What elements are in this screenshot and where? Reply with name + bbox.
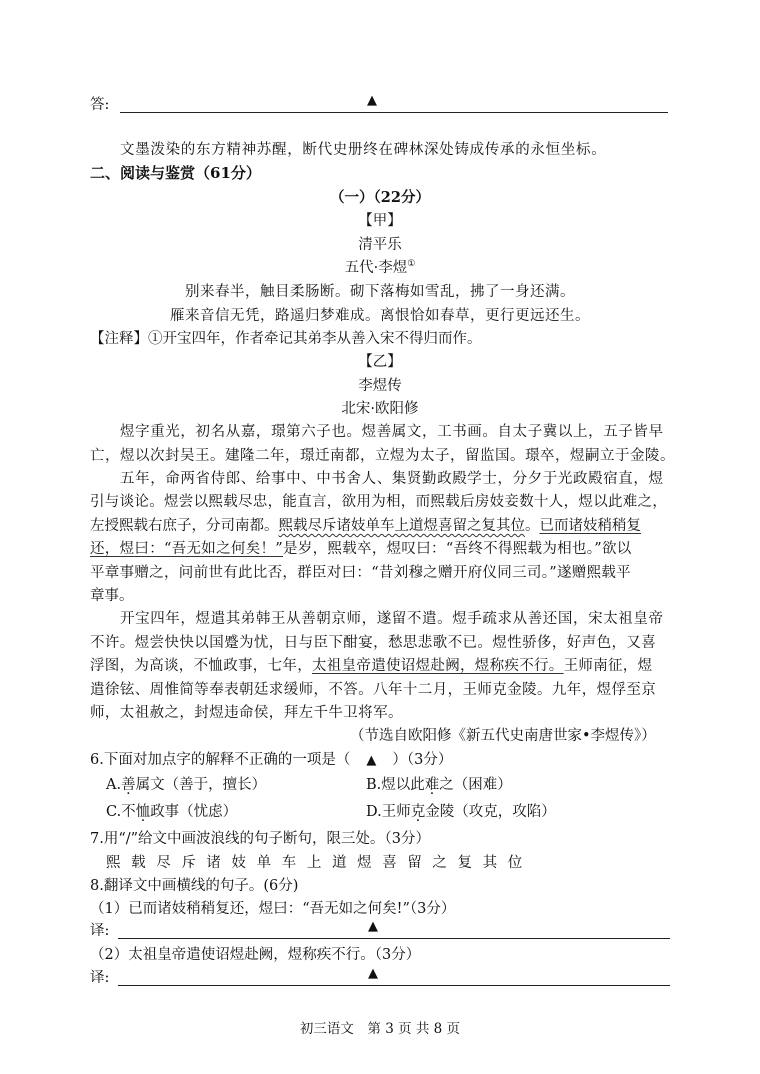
poem-note: 【注释】①开宝四年，作者牵记其弟李从善入宋不得归而作。: [90, 331, 482, 347]
dotted-char: 善: [121, 777, 136, 793]
prose-p1-l2: 亡，煜以次封吴王。建隆二年，璟迁南都，立煜为太子，留监国。璟卒，煜嗣立于金陵。: [90, 448, 675, 464]
prose-text: 是岁，熙载卒，煜叹曰：“吾终不得熙载为相也。”欲以: [283, 541, 632, 557]
answer-triangle-icon[interactable]: ▲: [366, 753, 377, 768]
option-text: B.煜以此: [366, 777, 425, 793]
option-text: 政事（忧虑）: [150, 804, 238, 820]
part-title: （一）（22分）: [330, 189, 430, 206]
answer-blank-top[interactable]: [90, 93, 668, 113]
prose-p3-l5: 师，太祖赦之，封煜违命侯，拜左千牛卫将军。: [90, 705, 403, 721]
option-text: D.王师: [366, 804, 411, 820]
poem-author: [0, 256, 760, 277]
dotted-char: 克: [410, 804, 426, 820]
prose-p1-l1: 煜字重光，初名从嘉，璟第六子也。煜善属文，工书画。自太子冀以上，五子皆早: [120, 424, 664, 440]
option-text: C.不: [106, 804, 136, 820]
footnote-marker: ①: [407, 259, 416, 270]
prose-text: 。: [525, 518, 540, 534]
page-footer: 初三语文 第 3 页 共 8 页: [299, 1021, 461, 1037]
wavy-sentence: 熙载尽斥诸妓单车上道煜喜留之复其位: [278, 518, 525, 534]
triangle-icon: ▲: [368, 966, 378, 981]
poem-line-1: 别来春半，触目柔肠断。砌下落梅如雪乱，拂了一身还满。: [185, 284, 575, 300]
q8-sentence-1: （1）已而诸妓稍稍复还，煜曰：“吾无如之何矣!”（3分）: [90, 901, 456, 917]
prose-p3-l1: 开宝四年，煜遣其弟韩王从善朝京师，遂留不遣。煜手疏求从善还国，宋太祖皇帝: [120, 611, 664, 627]
triangle-icon: ▲: [368, 919, 378, 934]
prose-source: （节选自欧阳修《新五代史南唐世家•李煜传》）: [350, 728, 656, 744]
underlined-sentence-2: 太祖皇帝遣使诏煜赴阙，煜称疾不行。: [312, 658, 564, 674]
prose-p3-l2: 不许。煜尝快快以国蹙为忧，日与臣下酣宴，愁思悲歌不已。煜性骄侈，好声色，又喜: [90, 635, 657, 651]
q8-sentence-2: （2）太祖皇帝遣使诏煜赴阙，煜称疾不行。（3分）: [90, 947, 421, 963]
q6-option-b[interactable]: [366, 773, 512, 794]
translation-blank-1[interactable]: [90, 919, 670, 939]
prose-p2-l5: 平章事赠之，问前世有此比否，群臣对曰：“昔刘穆之赠开府仪同三司。”遂赠熙载平: [90, 565, 631, 581]
answer-rule: [120, 112, 668, 113]
q8-stem: 8.翻译文中画横线的句子。(6分): [90, 878, 299, 894]
option-text: 金陵（攻克，攻陷）: [425, 804, 556, 820]
prose-author: 北宋·欧阳修: [341, 401, 419, 417]
prose-text: 浮图，为高谈，不恤政事，七年，: [90, 658, 312, 674]
triangle-icon: ▲: [367, 93, 377, 108]
poem-tag: 【甲】: [358, 213, 402, 229]
dotted-char: 难: [424, 777, 440, 793]
poem-title: 清平乐: [358, 237, 402, 253]
prose-p2-l4: [90, 537, 632, 558]
poem-author-name: 五代·李煜: [344, 260, 408, 276]
prose-text: 王师南征，煜: [563, 658, 653, 674]
q6-option-a[interactable]: [106, 773, 266, 794]
prose-tag: 【乙】: [358, 354, 402, 370]
translation-blank-2[interactable]: [90, 966, 670, 986]
prose-text: 左授熙载右庶子，分司南都。: [90, 518, 279, 534]
q6-stem: [90, 748, 452, 769]
translation-rule: [118, 985, 670, 986]
translation-rule: [118, 938, 670, 939]
prose-p2-l6: 章事。: [90, 588, 134, 604]
prose-title: 李煜传: [358, 378, 402, 394]
underlined-sentence-1: 已而诸妓稍稍复: [539, 518, 641, 534]
prose-p2-l3: [90, 514, 641, 535]
q6-option-c[interactable]: [106, 800, 237, 821]
prose-p2-l2: 引与谈论。煜尝以熙载尽忠，能直言，欲用为相，而熙载后房妓妾数十人，煜以此难之，: [90, 494, 668, 510]
prose-p2-l1: 五年，命两省侍郎、给事中、中书舍人、集贤勤政殿学士，分夕于光政殿宿直，煜: [120, 471, 664, 487]
prose-p3-l3: [90, 654, 652, 675]
underlined-sentence-1-end: 还，煜曰：“吾无如之何矣！”: [90, 541, 284, 557]
section-title: 二、阅读与鉴赏（61分）: [90, 164, 261, 182]
prose-p3-l4: 遣徐铉、周惟简等奉表朝廷求缓师，不答。八年十二月，王师克金陵。九年，煜俘至京: [90, 682, 657, 698]
translation-label: 译:: [90, 923, 110, 939]
q7-chars[interactable]: 熙 载 尽 斥 诸 妓 单 车 上 道 煜 喜 留 之 复 其 位: [106, 855, 526, 871]
poem-line-2: 雁来音信无凭，路遥归梦难成。离恨恰如春草，更行更远还生。: [170, 308, 590, 324]
translation-label: 译:: [90, 970, 110, 986]
q6-stem-text: 6.下面对加点字的解释不正确的一项是（: [90, 752, 351, 768]
q6-option-d[interactable]: [366, 800, 556, 821]
answer-label: 答:: [90, 97, 110, 113]
option-text: A.: [106, 777, 122, 793]
dotted-char: 恤: [135, 804, 151, 820]
intro-tail: 文墨泼染的东方精神苏醒，断代史册终在碑林深处铸成传承的永恒坐标。: [120, 142, 607, 158]
q7-stem: 7.用“/”给文中画波浪线的句子断句，限三处。（3分）: [90, 831, 431, 847]
option-text: 之（困难）: [439, 777, 512, 793]
option-text: 属文（善于，擅长）: [135, 777, 267, 793]
q6-stem-end: ）（3分）: [392, 752, 453, 768]
